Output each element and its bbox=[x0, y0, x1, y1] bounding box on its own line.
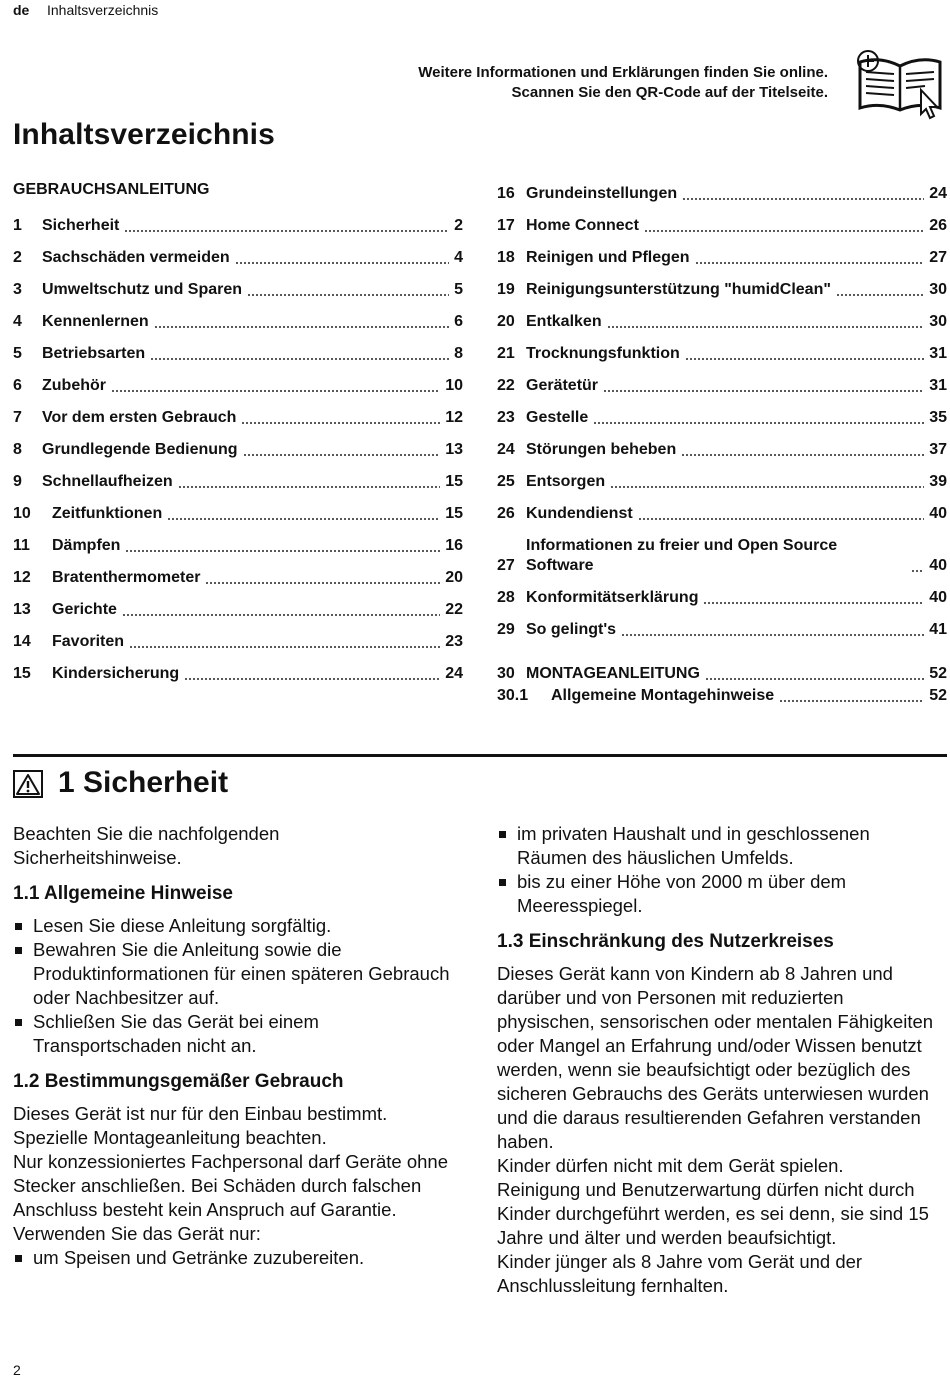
toc-entry[interactable] bbox=[13, 560, 463, 592]
toc-left-column bbox=[13, 176, 463, 688]
warning-triangle-icon bbox=[13, 770, 43, 798]
toc-entry[interactable] bbox=[497, 688, 947, 710]
body-right-column bbox=[497, 822, 937, 1298]
section-1-3-heading: 1.3 Einschränkung des Nutzerkreises bbox=[497, 931, 834, 952]
toc-entry-label: Reinigungsunterstützung "humidClean" bbox=[526, 281, 831, 298]
toc-entry[interactable] bbox=[497, 176, 947, 208]
toc-entry[interactable] bbox=[497, 612, 947, 644]
toc-dot-leader bbox=[111, 390, 440, 392]
open-book-icon bbox=[855, 48, 945, 120]
running-header: Inhaltsverzeichnis bbox=[47, 2, 159, 18]
toc-entry[interactable] bbox=[13, 592, 463, 624]
toc-entry-number: 3 bbox=[13, 281, 22, 298]
toc-entry-number: 7 bbox=[13, 409, 22, 426]
toc-entry-label: Zubehör bbox=[42, 377, 106, 394]
toc-entry-number: 1 bbox=[13, 217, 22, 234]
toc-entry-number: 21 bbox=[497, 345, 515, 362]
user-restriction-paragraph-4: Kinder jünger als 8 Jahre vom Gerät und der Anschlussleitung fernhalten. bbox=[497, 1251, 863, 1296]
language-code: de bbox=[13, 2, 30, 18]
toc-dot-leader bbox=[681, 454, 924, 456]
toc-dot-leader bbox=[638, 518, 925, 520]
user-restriction-paragraph-1: Dieses Gerät kann von Kindern ab 8 Jahren und darüber und von Personen mit reduzierten physischen, sensorischen oder mentalen Fähigkeiten oder Mangel an Erfahrung und/oder Wissen benutzt werden, wenn sie beaufsichtigt oder bezüglich des sicheren Gebrauchs des Geräts unterwiesen wurden und die daraus resultierenden Gefahren verstanden haben. bbox=[497, 963, 934, 1152]
toc-entry-number: 29 bbox=[497, 621, 515, 638]
toc-entry-page: 16 bbox=[445, 537, 463, 554]
toc-dot-leader bbox=[621, 634, 924, 636]
toc-entry-label: Gerätetür bbox=[526, 377, 599, 394]
toc-entry-page: 22 bbox=[445, 601, 463, 618]
intended-use-list-continued bbox=[497, 822, 937, 918]
toc-entry-page: 23 bbox=[445, 633, 463, 650]
toc-entry-number: 28 bbox=[497, 589, 515, 606]
user-restriction-paragraph-3: Reinigung und Benutzerwartung dürfen nicht durch Kinder durchgeführt werden, es sei denn, sie sind 15 Jahre und älter und werden beaufsichtigt. bbox=[497, 1179, 929, 1248]
toc-dot-leader bbox=[122, 614, 440, 616]
toc-dot-leader bbox=[685, 358, 924, 360]
list-item: Bewahren Sie die Anleitung sowie die Produktinformationen für einen späteren Gebrauch oder Nachbesitzer auf. bbox=[13, 938, 453, 1010]
toc-dot-leader bbox=[184, 678, 440, 680]
online-info-note bbox=[418, 63, 828, 103]
list-item: bis zu einer Höhe von 2000 m über dem Meeresspiegel. bbox=[497, 870, 937, 918]
toc-entry[interactable] bbox=[13, 400, 463, 432]
toc-entry-page: 39 bbox=[929, 473, 947, 490]
toc-entry-label: Trocknungsfunktion bbox=[526, 345, 680, 362]
toc-entry-label: Grundeinstellungen bbox=[526, 185, 678, 202]
toc-entry-number: 2 bbox=[13, 249, 22, 266]
toc-entry[interactable] bbox=[13, 336, 463, 368]
toc-entry-number: 19 bbox=[497, 281, 515, 298]
toc-entry-number: 10 bbox=[13, 505, 31, 522]
toc-entry-page: 12 bbox=[445, 409, 463, 426]
toc-entry-label: Entsorgen bbox=[526, 473, 606, 490]
toc-entry-number: 26 bbox=[497, 505, 515, 522]
toc-entry-number: 6 bbox=[13, 377, 22, 394]
toc-entry-label: Kundendienst bbox=[526, 505, 633, 522]
toc-entry[interactable] bbox=[13, 656, 463, 688]
toc-entry-number: 18 bbox=[497, 249, 515, 266]
toc-entry[interactable] bbox=[13, 240, 463, 272]
toc-entry[interactable] bbox=[13, 208, 463, 240]
list-item: im privaten Haushalt und in geschlossenen Räumen des häuslichen Umfelds. bbox=[497, 822, 937, 870]
toc-entry-label: Kindersicherung bbox=[52, 665, 180, 682]
toc-entry-page: 26 bbox=[929, 217, 947, 234]
online-info-line-1: Weitere Informationen und Erklärungen finden Sie online. bbox=[418, 64, 828, 81]
toc-entry[interactable] bbox=[497, 432, 947, 464]
toc-entry[interactable] bbox=[13, 304, 463, 336]
toc-entry-number: 12 bbox=[13, 569, 31, 586]
toc-entry[interactable] bbox=[497, 272, 947, 304]
toc-entry-page: 31 bbox=[929, 345, 947, 362]
toc-entry-page: 30 bbox=[929, 313, 947, 330]
toc-entry-label: Entkalken bbox=[526, 313, 602, 330]
toc-entry-page: 41 bbox=[929, 621, 947, 638]
toc-entry-page: 2 bbox=[454, 217, 463, 234]
intended-use-paragraph-1: Dieses Gerät ist nur für den Einbau bestimmt. Spezielle Montageanleitung beachten. bbox=[13, 1103, 388, 1148]
toc-entry-label: Kennenlernen bbox=[42, 313, 149, 330]
toc-dot-leader bbox=[205, 582, 440, 584]
toc-entry-label: Störungen beheben bbox=[526, 441, 677, 458]
toc-dot-leader bbox=[178, 486, 441, 488]
toc-entry[interactable] bbox=[497, 400, 947, 432]
toc-entry-page: 13 bbox=[445, 441, 463, 458]
toc-entry-label: Umweltschutz und Sparen bbox=[42, 281, 243, 298]
toc-entry-number: 16 bbox=[497, 185, 515, 202]
toc-entry-label: Home Connect bbox=[526, 217, 639, 234]
toc-dot-leader bbox=[235, 262, 449, 264]
intended-use-paragraph-2: Nur konzessioniertes Fachpersonal darf Geräte ohne Stecker anschließen. Bei Schäden durch falschen Anschluss besteht kein Anspruch auf Garantie. bbox=[13, 1151, 448, 1220]
toc-entry-page: 24 bbox=[929, 185, 947, 202]
toc-entry-number: 11 bbox=[13, 537, 30, 554]
toc-entry-label: Bratenthermometer bbox=[52, 569, 201, 586]
toc-entry-label: So gelingt's bbox=[526, 621, 617, 638]
toc-entry-number: 23 bbox=[497, 409, 515, 426]
toc-entry-page: 52 bbox=[929, 665, 947, 682]
toc-entry-label: Zeitfunktionen bbox=[52, 505, 163, 522]
list-item: Lesen Sie diese Anleitung sorgfältig. bbox=[13, 914, 453, 938]
toc-entry-number: 9 bbox=[13, 473, 22, 490]
toc-dot-leader bbox=[125, 550, 440, 552]
toc-entry-number: 30 bbox=[497, 665, 515, 682]
toc-entry-page: 30 bbox=[929, 281, 947, 298]
toc-entry-number: 13 bbox=[13, 601, 31, 618]
section-1-1-heading: 1.1 Allgemeine Hinweise bbox=[13, 883, 233, 904]
toc-entry-page: 15 bbox=[445, 505, 463, 522]
toc-entry[interactable] bbox=[497, 240, 947, 272]
toc-entry-label: Konformitätserklärung bbox=[526, 589, 699, 606]
toc-dot-leader bbox=[603, 390, 924, 392]
toc-entry-label: Sicherheit bbox=[42, 217, 120, 234]
toc-entry[interactable] bbox=[13, 464, 463, 496]
toc-dot-leader bbox=[243, 454, 441, 456]
toc-entry-page: 35 bbox=[929, 409, 947, 426]
intro-paragraph: Beachten Sie die nachfolgenden Sicherheitshinweise. bbox=[13, 823, 280, 868]
toc-entry-number: 5 bbox=[13, 345, 22, 362]
online-info-line-2: Scannen Sie den QR-Code auf der Titelseite. bbox=[511, 84, 828, 101]
toc-section-heading: GEBRAUCHSANLEITUNG bbox=[13, 181, 210, 198]
toc-entry-page: 40 bbox=[929, 557, 947, 574]
toc-dot-leader bbox=[682, 198, 924, 200]
toc-entry-label: Gestelle bbox=[526, 409, 589, 426]
toc-entry-label: Dämpfen bbox=[52, 537, 121, 554]
toc-entry[interactable] bbox=[497, 496, 947, 528]
toc-entry[interactable] bbox=[13, 432, 463, 464]
list-item: um Speisen und Getränke zuzubereiten. bbox=[13, 1246, 453, 1270]
toc-entry-number: 4 bbox=[13, 313, 22, 330]
intended-use-list bbox=[13, 1246, 453, 1270]
toc-entry[interactable] bbox=[13, 368, 463, 400]
toc-entry-number: 14 bbox=[13, 633, 31, 650]
section-1-2-heading: 1.2 Bestimmungsgemäßer Gebrauch bbox=[13, 1071, 344, 1092]
toc-dot-leader bbox=[593, 422, 924, 424]
toc-entry-number: 17 bbox=[497, 217, 515, 234]
toc-entry-page: 20 bbox=[445, 569, 463, 586]
toc-entry-page: 15 bbox=[445, 473, 463, 490]
toc-entry[interactable] bbox=[497, 208, 947, 240]
toc-entry[interactable] bbox=[497, 368, 947, 400]
toc-entry[interactable] bbox=[497, 336, 947, 368]
toc-dot-leader bbox=[150, 358, 449, 360]
toc-entry-number: 15 bbox=[13, 665, 31, 682]
toc-entry-page: 5 bbox=[454, 281, 463, 298]
toc-entry-page: 24 bbox=[445, 665, 463, 682]
body-left-column bbox=[13, 822, 453, 1270]
toc-entry[interactable] bbox=[497, 528, 947, 580]
toc-entry-label: Gerichte bbox=[52, 601, 117, 618]
toc-dot-leader bbox=[241, 422, 440, 424]
general-notes-list bbox=[13, 914, 453, 1058]
user-restriction-paragraph-2: Kinder dürfen nicht mit dem Gerät spielen. bbox=[497, 1155, 844, 1176]
toc-dot-leader bbox=[129, 646, 440, 648]
toc-dot-leader bbox=[705, 678, 924, 680]
intended-use-paragraph-3: Verwenden Sie das Gerät nur: bbox=[13, 1223, 261, 1244]
toc-entry-label: Informationen zu freier und Open Source Software bbox=[526, 537, 838, 574]
toc-entry-page: 6 bbox=[454, 313, 463, 330]
toc-title: Inhaltsverzeichnis bbox=[13, 118, 275, 151]
toc-dot-leader bbox=[124, 230, 449, 232]
toc-dot-leader bbox=[695, 262, 925, 264]
toc-entry-number: 25 bbox=[497, 473, 515, 490]
toc-entry-label: Allgemeine Montagehinweise bbox=[551, 687, 775, 704]
toc-entry-label: Sachschäden vermeiden bbox=[42, 249, 230, 266]
toc-entry-label: MONTAGEANLEITUNG bbox=[526, 665, 700, 682]
toc-dot-leader bbox=[247, 294, 449, 296]
chapter-heading: 1 Sicherheit bbox=[58, 766, 229, 799]
page-number: 2 bbox=[13, 1362, 21, 1378]
toc-entry[interactable] bbox=[13, 528, 463, 560]
toc-entry-number: 20 bbox=[497, 313, 515, 330]
toc-dot-leader bbox=[154, 326, 449, 328]
toc-entry-page: 40 bbox=[929, 505, 947, 522]
toc-entry-page: 4 bbox=[454, 249, 463, 266]
toc-entry-label: Betriebsarten bbox=[42, 345, 146, 362]
toc-entry[interactable] bbox=[497, 580, 947, 612]
toc-dot-leader bbox=[607, 326, 925, 328]
toc-entry[interactable] bbox=[13, 496, 463, 528]
toc-entry-number: 8 bbox=[13, 441, 22, 458]
toc-entry-label: Grundlegende Bedienung bbox=[42, 441, 238, 458]
toc-entry-number: 24 bbox=[497, 441, 515, 458]
list-item: Schließen Sie das Gerät bei einem Transportschaden nicht an. bbox=[13, 1010, 453, 1058]
toc-dot-leader bbox=[610, 486, 924, 488]
toc-entry-label: Vor dem ersten Gebrauch bbox=[42, 409, 237, 426]
toc-entry-page: 8 bbox=[454, 345, 463, 362]
toc-entry-number: 27 bbox=[497, 557, 515, 574]
toc-entry-number: 30.1 bbox=[497, 687, 529, 704]
toc-entry[interactable] bbox=[497, 304, 947, 336]
toc-entry-page: 37 bbox=[929, 441, 947, 458]
toc-entry-page: 52 bbox=[929, 687, 947, 704]
toc-entry-page: 27 bbox=[929, 249, 947, 266]
toc-entry-page: 31 bbox=[929, 377, 947, 394]
toc-entry[interactable] bbox=[13, 624, 463, 656]
toc-entry-page: 10 bbox=[445, 377, 463, 394]
toc-entry-label: Favoriten bbox=[52, 633, 125, 650]
toc-dot-leader bbox=[703, 602, 924, 604]
section-divider bbox=[13, 754, 947, 757]
toc-dot-leader bbox=[167, 518, 440, 520]
toc-entry-label: Schnellaufheizen bbox=[42, 473, 173, 490]
toc-dot-leader bbox=[644, 230, 924, 232]
toc-entry-page: 40 bbox=[929, 589, 947, 606]
toc-dot-leader bbox=[779, 700, 924, 702]
toc-dot-leader bbox=[836, 294, 924, 296]
toc-dot-leader bbox=[911, 570, 924, 572]
toc-entry-label: Reinigen und Pflegen bbox=[526, 249, 690, 266]
toc-entry[interactable] bbox=[497, 464, 947, 496]
toc-entry[interactable] bbox=[13, 272, 463, 304]
toc-entry-number: 22 bbox=[497, 377, 515, 394]
toc-right-column bbox=[497, 176, 947, 710]
